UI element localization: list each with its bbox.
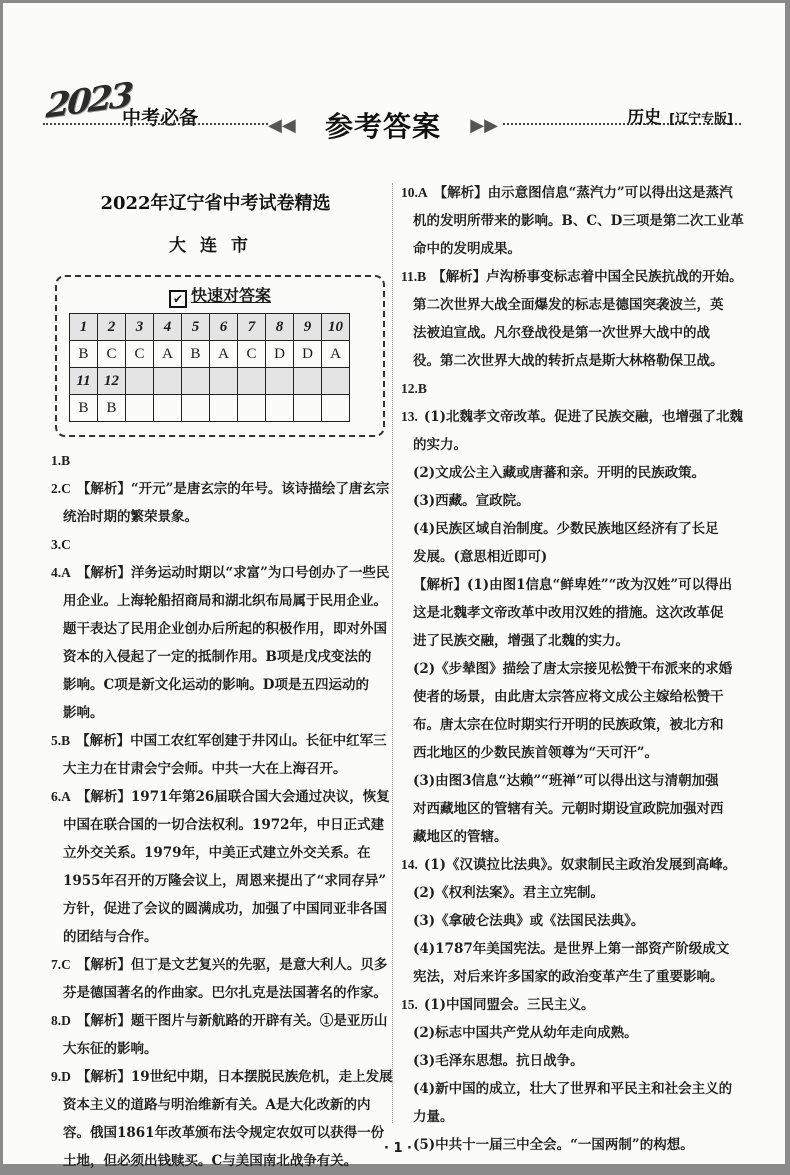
question-number-cell: 2 bbox=[98, 314, 126, 341]
edition-label: [辽宁专版] bbox=[669, 112, 733, 127]
answer-text-line: 进了民族交融，增强了北魏的实力。 bbox=[413, 633, 629, 649]
answer-item-first-line bbox=[51, 727, 385, 755]
answer-text-line: 中国在联合国的一切合法权利。1972年，中日正式建 bbox=[63, 817, 385, 833]
answer-text-line: 资本主义的道路与明治维新有关。A是大化改新的内 bbox=[63, 1097, 371, 1113]
answer-text-line: 第二次世界大战全面爆发的标志是德国突袭波兰，英 bbox=[413, 297, 724, 313]
answer-cell: C bbox=[98, 341, 126, 368]
answer-cell bbox=[126, 395, 154, 422]
left-answer-column bbox=[51, 447, 393, 1175]
answer-cell: B bbox=[98, 395, 126, 422]
answer-text: (1)北魏孝文帝改革。促进了民族交融，也增强了北魏 bbox=[423, 409, 744, 425]
answer-text: 【解析】由示意图信息“蒸汽力”可以得出这是蒸汽 bbox=[433, 185, 733, 201]
answer-number: 4.A bbox=[51, 565, 71, 580]
quick-answers-box bbox=[55, 275, 385, 437]
answer-text-line: (3)由图3信息“达赖”“班禅”可以得出这与清朝加强 bbox=[413, 773, 719, 789]
answer-text-line: 容。俄国1861年改革颁布法令规定农奴可以获得一份 bbox=[63, 1125, 385, 1141]
answer-number: 3.C bbox=[51, 537, 71, 552]
answer-item-first-line bbox=[51, 475, 390, 503]
answer-cell bbox=[322, 395, 350, 422]
answer-item bbox=[51, 951, 388, 1007]
answer-number: 13. bbox=[401, 409, 418, 424]
answer-number: 15. bbox=[401, 997, 418, 1012]
answer-text: 【解析】但丁是文艺复兴的先驱，是意大利人。贝多 bbox=[76, 957, 388, 973]
answer-text-line: 宪法，对后来许多国家的政治变革产生了重要影响。 bbox=[413, 969, 724, 985]
answer-item-first-line bbox=[51, 559, 390, 587]
answer-cell bbox=[294, 395, 322, 422]
question-number-cell bbox=[266, 368, 294, 395]
answer-text: (1)《汉谟拉比法典》。奴隶制民主政治发展到高峰。 bbox=[423, 857, 737, 873]
answer-text: 【解析】卢沟桥事变标志着中国全民族抗战的开始。 bbox=[432, 269, 743, 285]
answer-text-line: 力量。 bbox=[413, 1109, 454, 1125]
answer-item-first-line bbox=[401, 403, 749, 431]
answer-text-line: 对西藏地区的管辖有关。元朝时期设宣政院加强对西 bbox=[413, 801, 724, 817]
answer-item bbox=[401, 403, 749, 851]
answer-text-line: 藏地区的管辖。 bbox=[413, 829, 508, 845]
answer-text-line: 方针，促进了会议的圆满成功，加强了中国同亚非各国 bbox=[63, 901, 387, 917]
answer-text-line: (2)《步辇图》描绘了唐太宗接见松赞干布派来的求婚 bbox=[413, 661, 733, 677]
answer-text: 【解析】1971年第26届联合国大会通过决议，恢复 bbox=[76, 789, 390, 805]
answer-item bbox=[51, 475, 390, 531]
answer-cell: A bbox=[154, 341, 182, 368]
question-number-row bbox=[70, 368, 350, 395]
question-number-cell bbox=[210, 368, 238, 395]
answer-item bbox=[51, 1063, 393, 1175]
answer-row bbox=[70, 341, 350, 368]
answer-item bbox=[401, 991, 749, 1159]
answer-cell: A bbox=[322, 341, 350, 368]
answer-cell: D bbox=[266, 341, 294, 368]
answer-number: 7.C bbox=[51, 957, 71, 972]
answer-number: 1.B bbox=[51, 453, 71, 468]
answer-item-first-line bbox=[51, 447, 385, 475]
answer-cell: D bbox=[294, 341, 322, 368]
answer-cell: C bbox=[238, 341, 266, 368]
answer-text-line: 的实力。 bbox=[413, 437, 467, 453]
answer-number: 8.D bbox=[51, 1013, 71, 1028]
answer-text-line: 大东征的影响。 bbox=[63, 1041, 158, 1057]
answer-item-first-line bbox=[401, 375, 749, 403]
answer-cell bbox=[210, 395, 238, 422]
answer-text-line: 西北地区的少数民族首领尊为“天可汗”。 bbox=[413, 745, 659, 761]
answer-text-line: 统治时期的繁荣景象。 bbox=[63, 509, 198, 525]
answer-cell bbox=[182, 395, 210, 422]
quick-answers-title bbox=[57, 283, 383, 308]
answer-text-line: 大主力在甘肃会宁会师。中共一大在上海召开。 bbox=[63, 761, 347, 777]
answer-text-line: 的团结与合作。 bbox=[63, 929, 158, 945]
answer-text-line: 使者的场景，由此唐太宗答应将文成公主嫁给松赞干 bbox=[413, 689, 724, 705]
answer-item bbox=[51, 447, 385, 475]
section-title: 2022年辽宁省中考试卷精选 bbox=[100, 193, 331, 214]
answer-text-line: 发展。(意思相近即可) bbox=[413, 549, 548, 565]
question-number-cell bbox=[322, 368, 350, 395]
question-number-cell: 12 bbox=[98, 368, 126, 395]
question-number-cell: 11 bbox=[70, 368, 98, 395]
answer-text: (1)中国同盟会。三民主义。 bbox=[423, 997, 595, 1013]
answer-text-line: 用企业。上海轮船招商局和湖北织布局属于民用企业。 bbox=[63, 593, 387, 609]
question-number-cell bbox=[182, 368, 210, 395]
question-number-cell: 1 bbox=[70, 314, 98, 341]
answer-text-line: 役。第二次世界大战的转折点是斯大林格勒保卫战。 bbox=[413, 353, 724, 369]
answer-text-line: (3)《拿破仑法典》或《法国民法典》。 bbox=[413, 913, 645, 929]
question-number-cell bbox=[238, 368, 266, 395]
question-number-cell bbox=[154, 368, 182, 395]
answer-item bbox=[401, 375, 749, 403]
answer-number: 5.B bbox=[51, 733, 71, 748]
answer-cell: B bbox=[70, 341, 98, 368]
answer-cell: A bbox=[210, 341, 238, 368]
question-number-cell: 9 bbox=[294, 314, 322, 341]
answer-item-first-line bbox=[401, 179, 749, 207]
answer-cell: C bbox=[126, 341, 154, 368]
question-number-cell: 3 bbox=[126, 314, 154, 341]
answer-item-first-line bbox=[51, 783, 390, 811]
answer-text-line: 资本的入侵起了一定的抵制作用。B项是戊戌变法的 bbox=[63, 649, 372, 665]
answer-text: 【解析】中国工农红军创建于井冈山。长征中红军三 bbox=[76, 733, 387, 749]
logo-brand-text: 中考必备 bbox=[122, 107, 199, 129]
answer-text-line: (2)文成公主入藏或唐蕃和亲。开明的民族政策。 bbox=[413, 465, 706, 481]
answer-text-line: 1955年召开的万隆会议上，周恩来提出了“求同存异” bbox=[63, 873, 387, 889]
section-city: 大连市 bbox=[169, 236, 262, 256]
answer-item bbox=[51, 727, 385, 783]
answer-text-line: 这是北魏孝文帝改革中改用汉姓的措施。这次改革促 bbox=[413, 605, 724, 621]
answer-number: 2.C bbox=[51, 481, 71, 496]
answer-item bbox=[51, 531, 385, 559]
answer-text-line: (4)新中国的成立，壮大了世界和平民主和社会主义的 bbox=[413, 1081, 733, 1097]
answer-item bbox=[51, 559, 390, 727]
logo-year: 2023 bbox=[44, 75, 132, 127]
answer-text-line: 影响。 bbox=[63, 705, 104, 721]
double-arrow-left-icon: ◀◀ bbox=[268, 114, 296, 136]
answer-item bbox=[401, 179, 749, 263]
quick-answers-label: 快速对答案 bbox=[190, 286, 271, 305]
question-number-cell: 5 bbox=[182, 314, 210, 341]
question-number-cell: 8 bbox=[266, 314, 294, 341]
answer-number: 9.D bbox=[51, 1069, 71, 1084]
answer-text-line: (3)西藏。宣政院。 bbox=[413, 493, 530, 509]
question-number-cell: 4 bbox=[154, 314, 182, 341]
answer-text-line: 影响。C项是新文化运动的影响。D项是五四运动的 bbox=[63, 677, 369, 693]
answer-number: 14. bbox=[401, 857, 418, 872]
right-answer-column bbox=[401, 179, 749, 1159]
answer-item bbox=[51, 1007, 388, 1063]
question-number-cell: 6 bbox=[210, 314, 238, 341]
answer-text-line: (4)1787年美国宪法。是世界上第一部资产阶级成文 bbox=[413, 941, 730, 957]
answer-text-line: 芬是德国著名的作曲家。巴尔扎克是法国著名的作家。 bbox=[63, 985, 387, 1001]
answer-text: 【解析】洋务运动时期以“求富”为口号创办了一些民 bbox=[76, 565, 390, 581]
answer-number: 12.B bbox=[401, 381, 427, 396]
answer-cell bbox=[238, 395, 266, 422]
answer-text-line: (2)标志中国共产党从幼年走向成熟。 bbox=[413, 1025, 638, 1041]
answer-text-line: 机的发明所带来的影响。B、C、D三项是第二次工业革 bbox=[413, 213, 744, 229]
question-number-cell: 10 bbox=[322, 314, 350, 341]
answer-number: 10.A bbox=[401, 185, 428, 200]
answer-text-line: 题干表达了民用企业创办后所起的积极作用，即对外国 bbox=[63, 621, 387, 637]
answer-item-first-line bbox=[401, 991, 749, 1019]
answer-number: 6.A bbox=[51, 789, 71, 804]
question-number-cell: 7 bbox=[238, 314, 266, 341]
answer-text: 【解析】题干图片与新航路的开辟有关。①是亚历山 bbox=[76, 1013, 388, 1029]
answer-item-first-line bbox=[51, 951, 388, 979]
answer-item-first-line bbox=[51, 1063, 393, 1091]
subject-name: 历史 bbox=[627, 108, 662, 128]
answer-item bbox=[401, 263, 749, 375]
header-title-block bbox=[268, 107, 498, 143]
answer-text-line: 立外交关系。1979年，中美正式建立外交关系。在 bbox=[63, 845, 371, 861]
answer-text-line: 命中的发明成果。 bbox=[413, 241, 521, 257]
answer-text-line: 土地，但必须出钱赎买。C与美国南北战争有关。 bbox=[63, 1153, 358, 1169]
double-arrow-right-icon: ▶▶ bbox=[470, 114, 498, 136]
answer-text-line: (5)中共十一届三中全会。“一国两制”的构想。 bbox=[413, 1137, 694, 1153]
page-number: · 1 · bbox=[384, 1141, 412, 1156]
answer-item bbox=[401, 851, 749, 991]
answer-item-first-line bbox=[51, 531, 385, 559]
answer-item-first-line bbox=[401, 851, 749, 879]
answer-number: 11.B bbox=[401, 269, 427, 284]
answer-item bbox=[51, 783, 390, 951]
answer-text-line: (2)《权利法案》。君主立宪制。 bbox=[413, 885, 604, 901]
answer-cell: B bbox=[70, 395, 98, 422]
answer-text: 【解析】19世纪中期，日本摆脱民族危机，走上发展 bbox=[76, 1069, 393, 1085]
question-number-cell bbox=[294, 368, 322, 395]
answer-row bbox=[70, 395, 350, 422]
answer-page bbox=[3, 3, 785, 1169]
answer-item-first-line bbox=[51, 1007, 388, 1035]
answer-item-first-line bbox=[401, 263, 749, 291]
answer-cell: B bbox=[182, 341, 210, 368]
quick-answers-table bbox=[69, 313, 350, 422]
answer-text: 【解析】“开元”是唐玄宗的年号。该诗描绘了唐玄宗 bbox=[76, 481, 390, 497]
column-divider bbox=[392, 183, 393, 1123]
answer-text-line: 【解析】(1)由图1信息“鲜卑姓”“改为汉姓”可以得出 bbox=[413, 577, 733, 593]
subject-label bbox=[627, 103, 733, 128]
answer-text-line: (4)民族区域自治制度。少数民族地区经济有了长足 bbox=[413, 521, 719, 537]
question-number-row bbox=[70, 314, 350, 341]
header-rule-left bbox=[43, 123, 268, 125]
answer-text-line: 法被迫宣战。凡尔登战役是第一次世界大战中的战 bbox=[413, 325, 710, 341]
answer-cell bbox=[266, 395, 294, 422]
page-title: 参考答案 bbox=[324, 110, 441, 143]
answer-text-line: 布。唐太宗在位时期实行开明的民族政策，被北方和 bbox=[413, 717, 724, 733]
answer-text-line: (3)毛泽东思想。抗日战争。 bbox=[413, 1053, 584, 1069]
question-number-cell bbox=[126, 368, 154, 395]
answer-cell bbox=[154, 395, 182, 422]
checkbox-checked-icon: ✔ bbox=[169, 290, 187, 308]
